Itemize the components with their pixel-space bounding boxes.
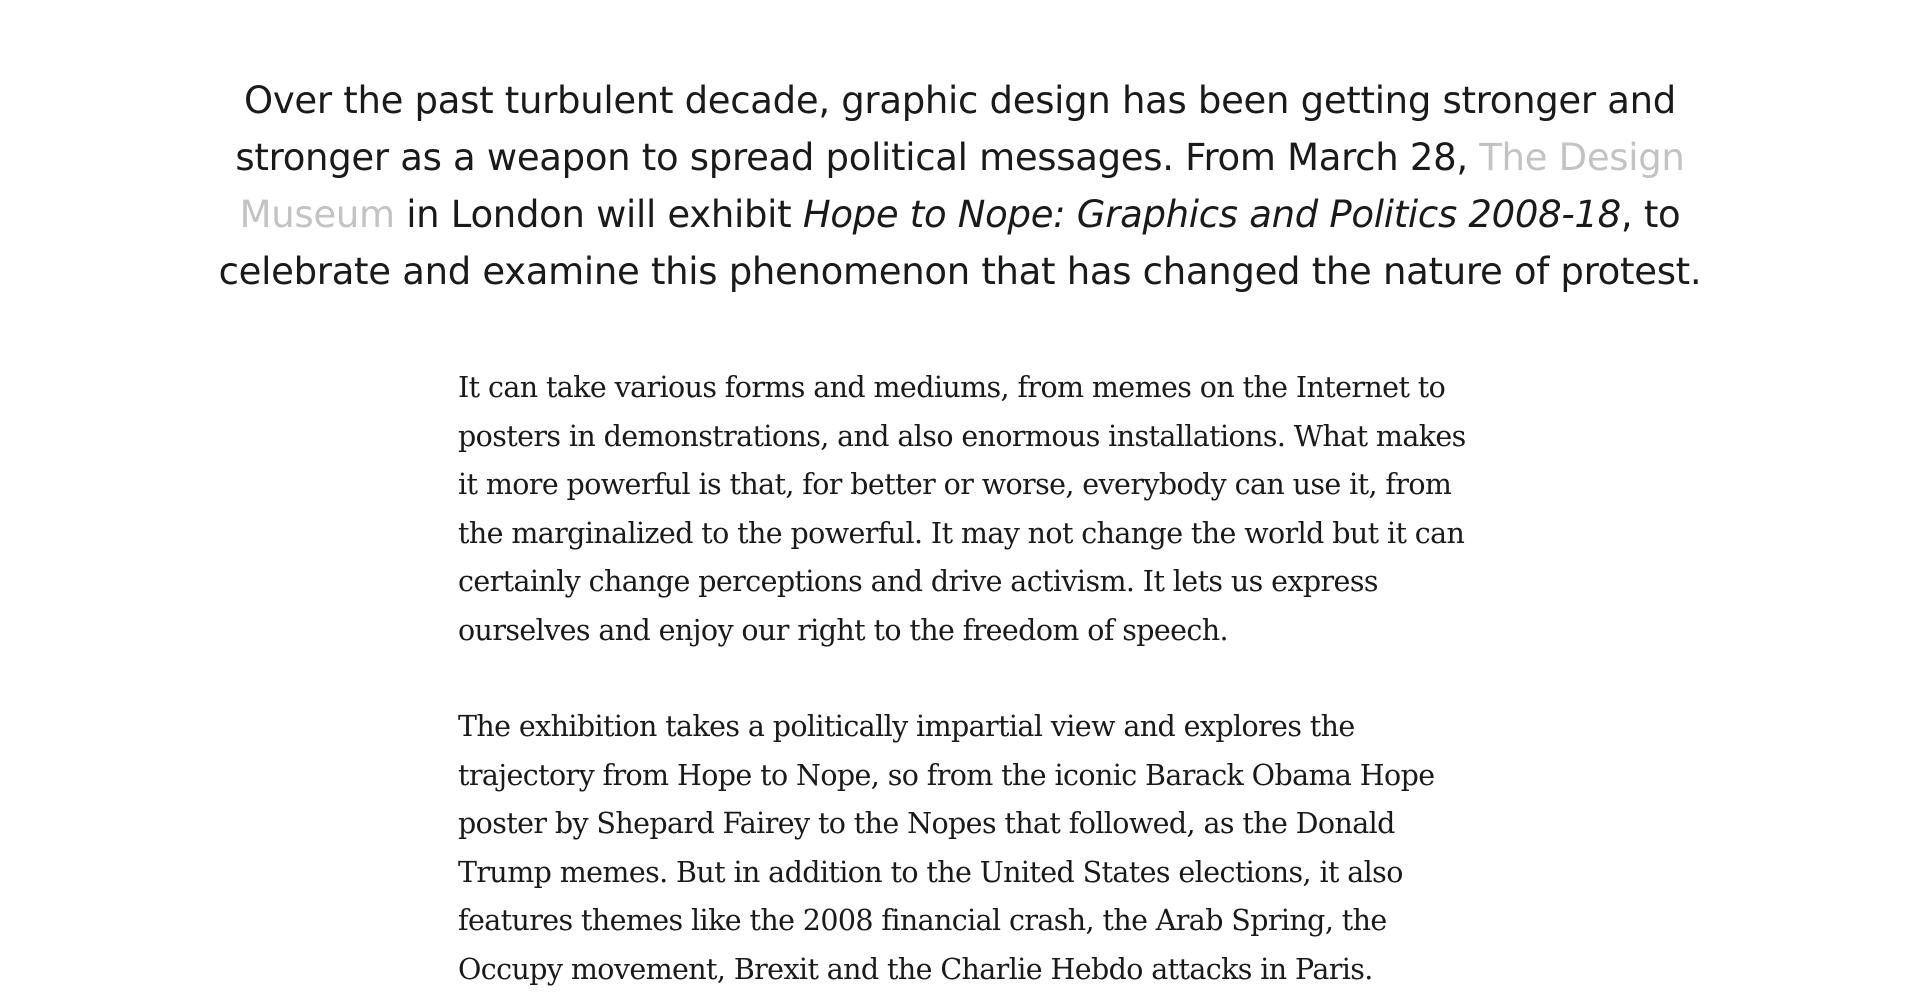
body-paragraph-1: It can take various forms and mediums, from memes on the Internet to posters in demonstrations, and also enormous installations. What makes it more powerful is that, for better or worse, everybody can use it, from the marginalized to the powerful. It may not change the world but it can certainly change perceptions and drive activism. It lets us express ourselves and enjoy our right to the freedom of speech. [458, 371, 1466, 647]
exhibition-title: Hope to Nope: Graphics and Politics 2008-18 [802, 193, 1621, 236]
lead-text-part1: Over the past turbulent decade, graphic design has been getting stronger and stronger as a weapon to spread political messages. From March 28, [235, 79, 1676, 179]
lead-text-part2: in London will exhibit [394, 193, 803, 236]
design-museum-link[interactable]: The Design Museum [239, 136, 1685, 236]
lead-paragraph [205, 72, 1715, 300]
lead-text-part3: , to celebrate and examine this phenomenon that has changed the nature of protest. [218, 193, 1702, 293]
body-paragraph-2: The exhibition takes a politically impartial view and explores the trajectory from Hope to Nope, so from the iconic Barack Obama Hope poster by Shepard Fairey to the Nopes that followed, as the Donald Trump memes. But in addition to the United States elections, it also features themes like the 2008 financial crash, the Arab Spring, the Occupy movement, Brexit and the Charlie Hebdo attacks in Paris. [458, 710, 1435, 986]
